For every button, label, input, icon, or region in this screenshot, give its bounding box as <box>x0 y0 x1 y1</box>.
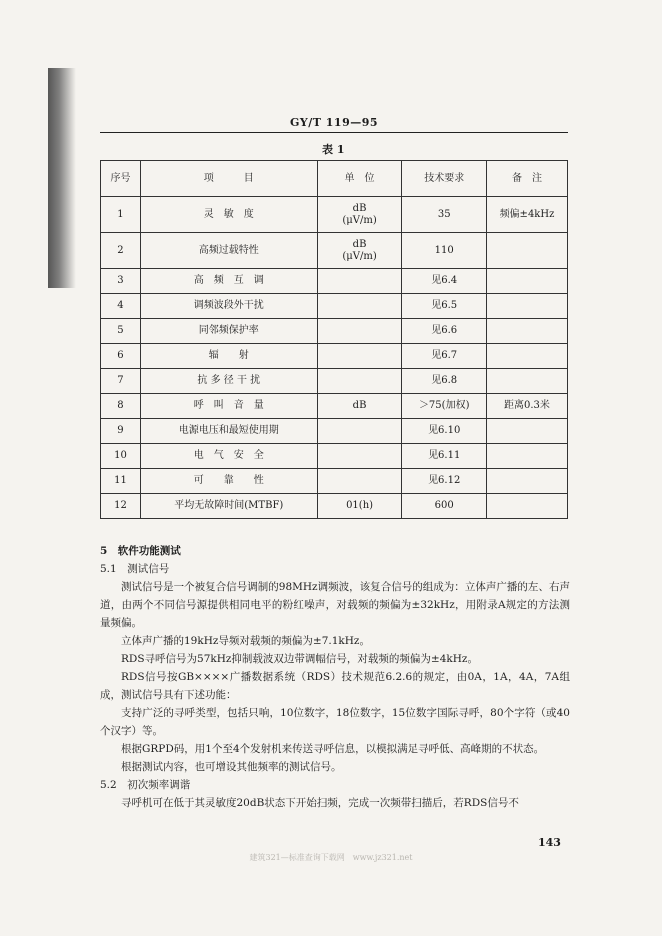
subsection-5-1-title: 5.1 测试信号 <box>100 563 170 575</box>
table-row <box>101 369 568 394</box>
cell-unit <box>317 444 402 469</box>
cell-note <box>486 269 567 294</box>
paragraph: 支持广泛的寻呼类型，包括只响，10位数字，18位数字，15位数字国际寻呼，80个字符（或40个汉字）等。 <box>100 707 570 737</box>
cell-unit <box>317 469 402 494</box>
cell-requirement: 600 <box>402 494 486 519</box>
body-text <box>100 578 570 812</box>
cell-item: 可 靠 性 <box>140 469 317 494</box>
cell-note <box>486 469 567 494</box>
header-rule <box>100 132 568 133</box>
cell-unit <box>317 369 402 394</box>
cell-item: 同邻频保护率 <box>140 319 317 344</box>
cell-requirement: 见6.6 <box>402 319 486 344</box>
table-row <box>101 294 568 319</box>
cell-requirement: 见6.8 <box>402 369 486 394</box>
watermark: 建筑321—标准查询下载网 www.jz321.net <box>249 853 413 862</box>
cell-no: 11 <box>101 469 141 494</box>
cell-note <box>486 294 567 319</box>
table-row <box>101 197 568 233</box>
cell-item: 高频过载特性 <box>140 233 317 269</box>
cell-no: 5 <box>101 319 141 344</box>
cell-unit <box>317 344 402 369</box>
cell-unit <box>317 269 402 294</box>
cell-unit <box>317 294 402 319</box>
table-row <box>101 419 568 444</box>
header-cell-item: 项 目 <box>140 161 317 197</box>
paragraph: RDS寻呼信号为57kHz抑制载波双边带调幅信号，对载频的频偏为±4kHz。 <box>121 653 478 665</box>
cell-no: 4 <box>101 294 141 319</box>
cell-unit <box>317 394 402 419</box>
table-row <box>101 233 568 269</box>
cell-no: 7 <box>101 369 141 394</box>
cell-note <box>486 444 567 469</box>
paragraph: 根据GRPD码，用1个至4个发射机来传送寻呼信息，以模拟满足寻呼低、高峰期的不状态。 <box>121 743 545 755</box>
page-number: 143 <box>538 836 561 849</box>
cell-no: 2 <box>101 233 141 269</box>
cell-note <box>486 344 567 369</box>
cell-requirement: 见6.11 <box>402 444 486 469</box>
subsection-5-2-title: 5.2 初次频率调谐 <box>100 779 191 791</box>
cell-unit <box>317 197 402 233</box>
cell-item: 抗 多 径 干 扰 <box>140 369 317 394</box>
unit-line: (μV/m) <box>342 214 377 226</box>
cell-note <box>486 419 567 444</box>
table-row <box>101 494 568 519</box>
cell-note: 频偏±4kHz <box>486 197 567 233</box>
spec-table <box>100 160 568 519</box>
header-cell-no: 序号 <box>101 161 141 197</box>
paragraph: RDS信号按GB××××广播数据系统（RDS）技术规范6.2.6的规定，由0A，1A，4A，7A组成，测试信号具有下述功能： <box>100 671 570 701</box>
cell-note: 距离0.3米 <box>486 394 567 419</box>
cell-unit <box>317 319 402 344</box>
cell-unit <box>317 494 402 519</box>
unit-line: dB <box>352 238 367 250</box>
section-title: 5 软件功能测试 <box>100 545 181 557</box>
cell-item: 调频波段外干扰 <box>140 294 317 319</box>
cell-no: 3 <box>101 269 141 294</box>
cell-item: 电 气 安 全 <box>140 444 317 469</box>
cell-note <box>486 494 567 519</box>
header-cell-unit: 单 位 <box>317 161 402 197</box>
cell-note <box>486 319 567 344</box>
cell-note <box>486 369 567 394</box>
cell-no: 6 <box>101 344 141 369</box>
table-header-row <box>101 161 568 197</box>
unit-line: dB <box>352 202 367 214</box>
cell-requirement: ＞75(加权) <box>402 394 486 419</box>
cell-note <box>486 233 567 269</box>
cell-requirement: 见6.5 <box>402 294 486 319</box>
cell-requirement: 110 <box>402 233 486 269</box>
cell-requirement: 见6.4 <box>402 269 486 294</box>
cell-item: 平均无故障时间(MTBF) <box>140 494 317 519</box>
unit-line: (μV/m) <box>342 250 377 262</box>
table-row <box>101 469 568 494</box>
table-row <box>101 319 568 344</box>
cell-unit <box>317 419 402 444</box>
binding-shadow <box>48 68 76 288</box>
cell-item: 辐 射 <box>140 344 317 369</box>
table-row <box>101 444 568 469</box>
cell-no: 8 <box>101 394 141 419</box>
header-cell-note: 备 注 <box>486 161 567 197</box>
paragraph: 测试信号是一个被复合信号调制的98MHz调频波，该复合信号的组成为：立体声广播的左、右声道，由两个不同信号源提供相同电平的粉红噪声，对载频的频偏为±32kHz，用附录A规定的方法测量频偏。 <box>100 581 570 629</box>
cell-no: 1 <box>101 197 141 233</box>
unit-line: dB <box>352 400 367 411</box>
cell-item: 灵 敏 度 <box>140 197 317 233</box>
table-row <box>101 344 568 369</box>
unit-line: 01(h) <box>346 500 374 511</box>
paragraph: 根据测试内容，也可增设其他频率的测试信号。 <box>121 761 342 773</box>
cell-unit <box>317 233 402 269</box>
cell-requirement: 见6.12 <box>402 469 486 494</box>
table-row <box>101 394 568 419</box>
cell-item: 呼 叫 音 量 <box>140 394 317 419</box>
header-cell-requirement: 技术要求 <box>402 161 486 197</box>
table-row <box>101 269 568 294</box>
paragraph: 寻呼机可在低于其灵敏度20dB状态下开始扫频，完成一次频带扫描后，若RDS信号不 <box>121 797 519 809</box>
cell-requirement: 见6.7 <box>402 344 486 369</box>
paragraph: 立体声广播的19kHz导频对载频的频偏为±7.1kHz。 <box>121 635 370 647</box>
cell-item: 高 频 互 调 <box>140 269 317 294</box>
cell-item: 电源电压和最短使用期 <box>140 419 317 444</box>
cell-no: 12 <box>101 494 141 519</box>
cell-requirement: 35 <box>402 197 486 233</box>
cell-requirement: 见6.10 <box>402 419 486 444</box>
standard-code: GY/T 119—95 <box>290 116 379 129</box>
cell-no: 9 <box>101 419 141 444</box>
table-caption: 表 1 <box>322 143 345 156</box>
cell-no: 10 <box>101 444 141 469</box>
